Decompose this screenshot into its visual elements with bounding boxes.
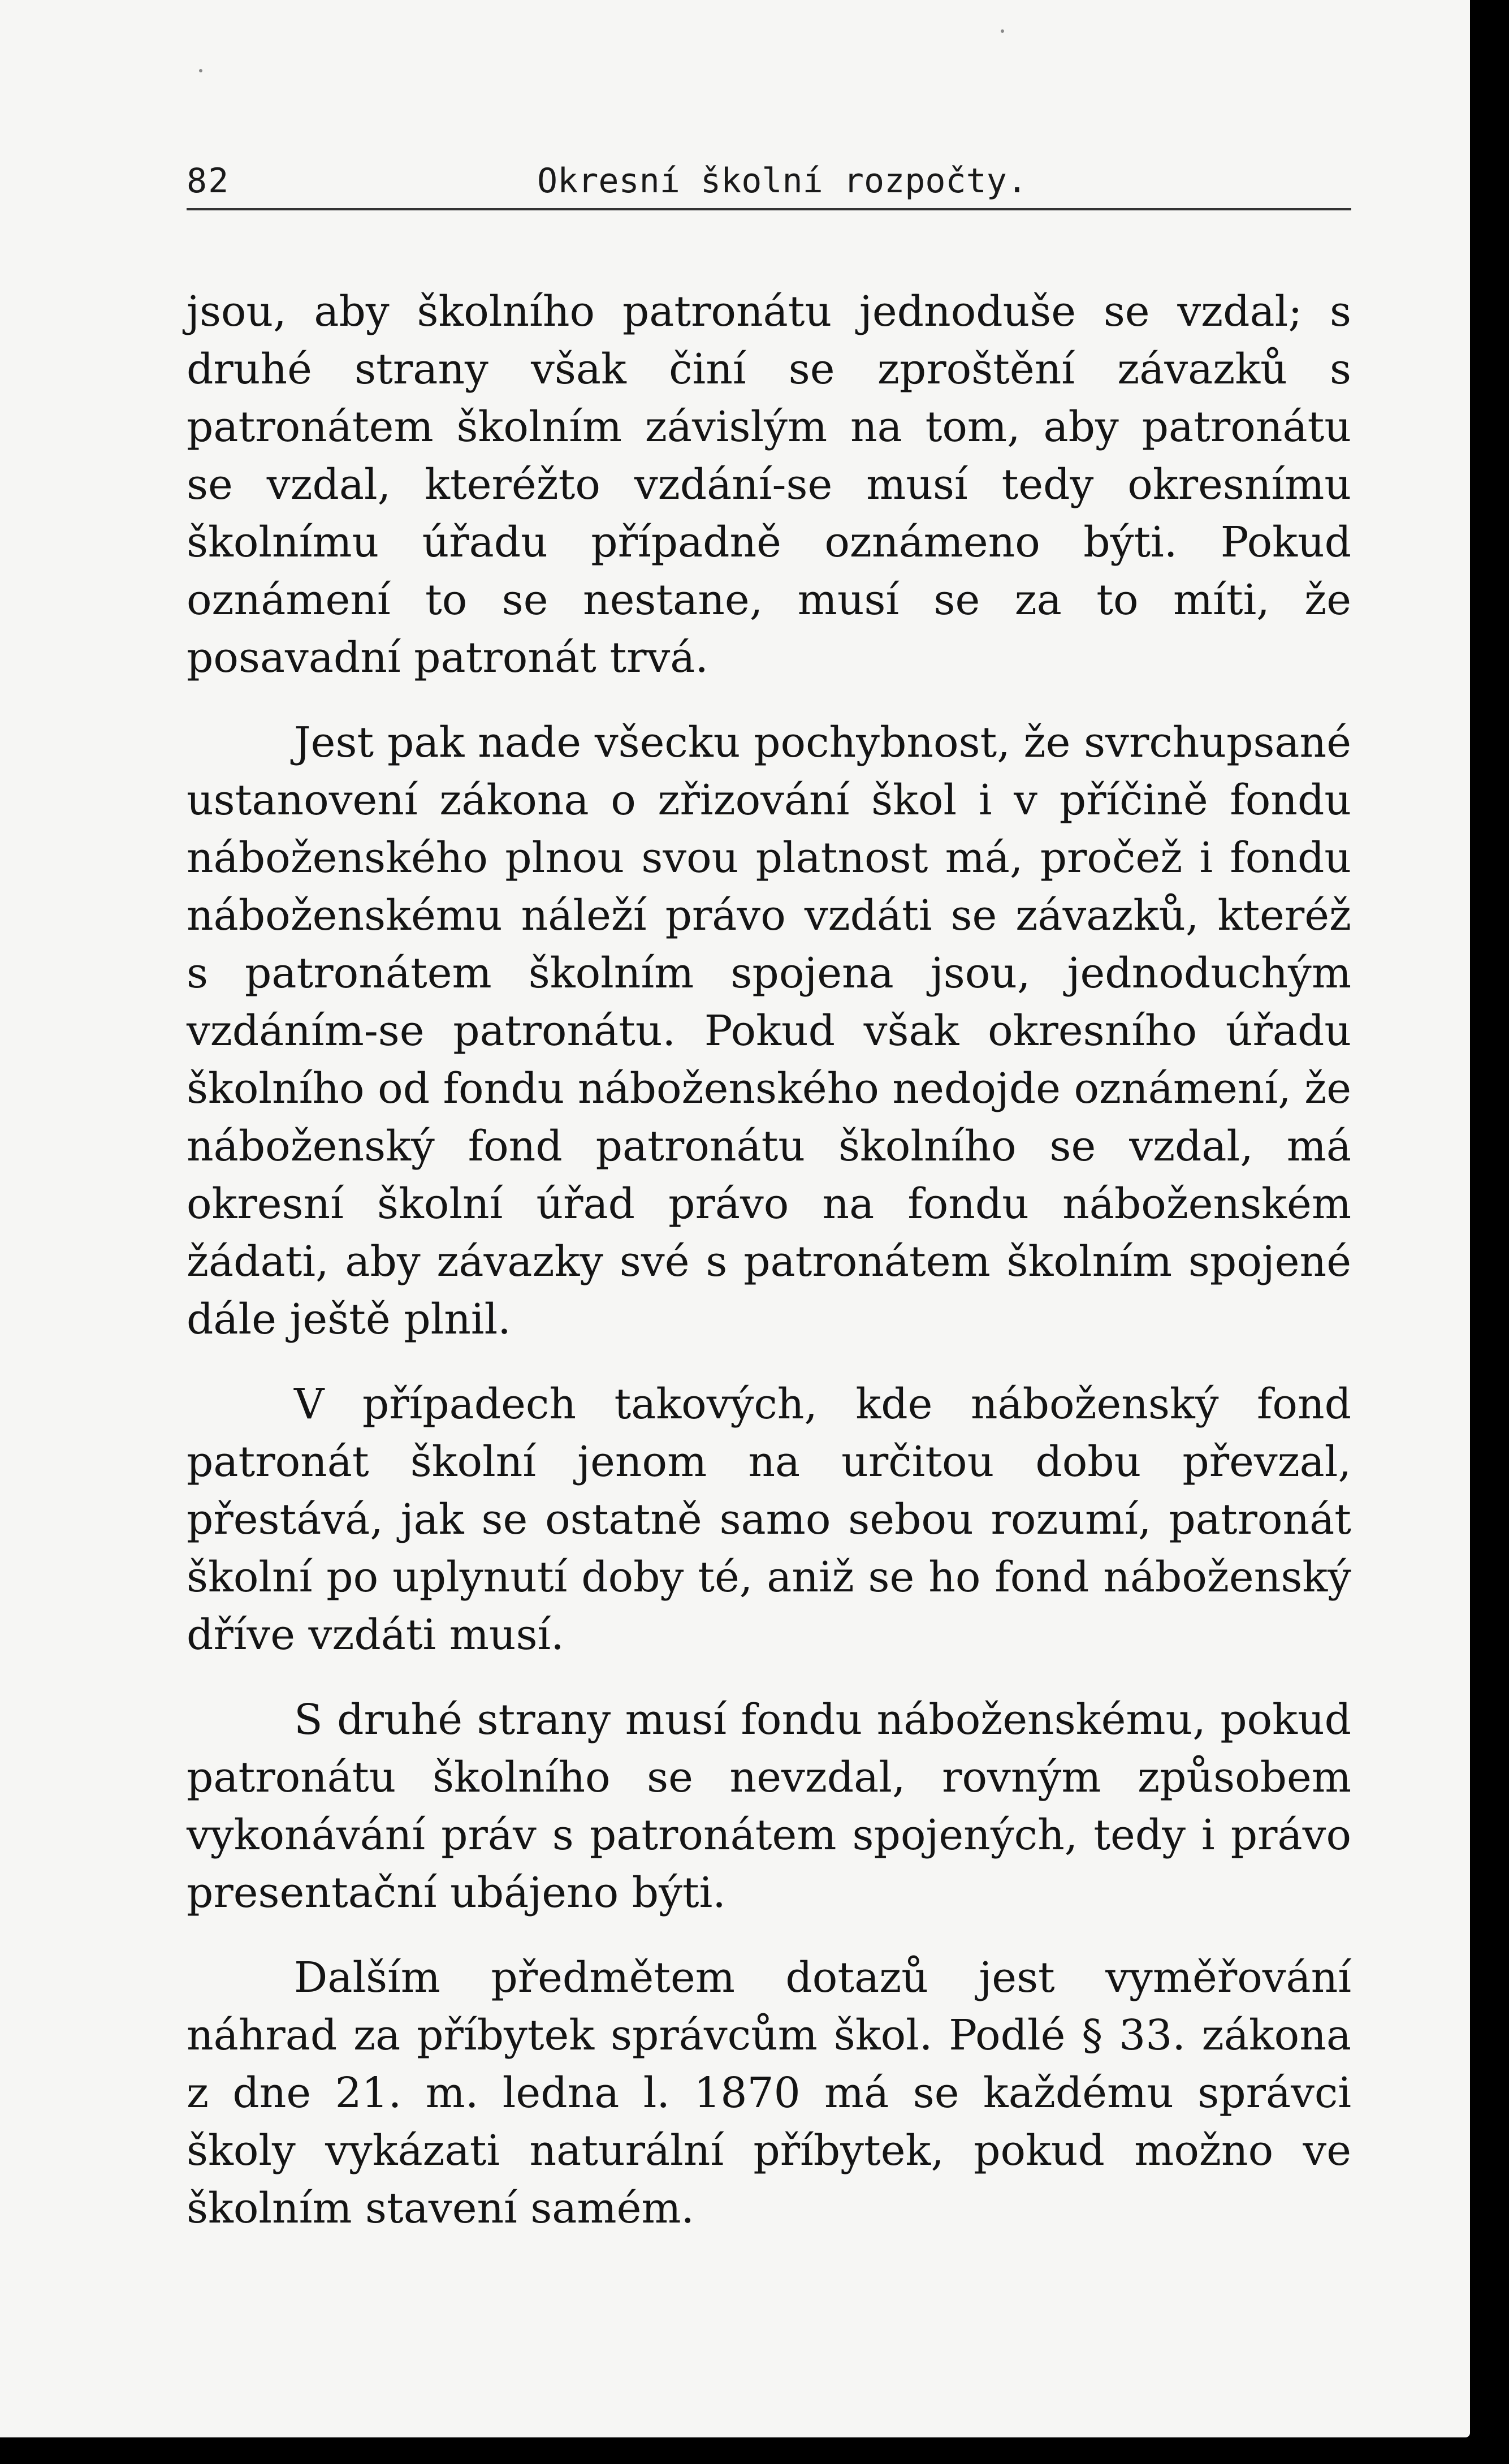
paper-speck <box>1001 29 1004 33</box>
running-title: Okresní školní rozpočty. <box>537 161 1027 201</box>
page-header <box>187 139 1346 201</box>
paragraph: V případech takových, kde náboženský fond patronát školní jenom na určitou dobu převzal, přestává, jak se ostatně samo sebou rozumí, patronát školní po uplynutí doby té, aniž se ho fond náboženský dříve vzdáti musí. <box>187 1380 1351 1659</box>
header-rule <box>187 208 1351 210</box>
paper-speck <box>199 69 202 72</box>
paragraph: Jest pak nade všecku pochybnost, že svrchupsané ustanovení zákona o zřizování škol i v příčině fondu náboženského plnou svou platnost má, pročež i fondu náboženskému náleží právo vzdáti se závazků, kteréž s patronátem školním spojena jsou, jednoduchým vzdáním-se patronátu. Pokud však okresního úřadu školního od fondu náboženského nedojde oznámení, že náboženský fond patronátu školního se vzdal, má okresní školní úřad právo na fondu náboženském žádati, aby závazky své s patronátem školním spojené dále ještě plnil. <box>187 718 1351 1344</box>
paragraph: S druhé strany musí fondu náboženskému, pokud patronátu školního se nevzdal, rovným způsobem vykonávání práv s patronátem spojených, tedy i právo presentační ubájeno býti. <box>187 1695 1351 1917</box>
scan-border <box>1470 0 1509 2464</box>
paragraph-continued: jsou, aby školního patronátu jednoduše se vzdal; s druhé strany však činí se zproštění závazků s patronátem školním závislým na tom, aby patronátu se vzdal, kteréžto vzdání-se musí tedy okresnímu školnímu úřadu případně oznámeno býti. Pokud oznámení to se nestane, musí se za to míti, že posavadní patronát trvá. <box>187 287 1351 682</box>
page-number: 82 <box>187 161 230 201</box>
paragraph: Dalším předmětem dotazů jest vyměřování náhrad za příbytek správcům škol. Podlé § 33. zákona z dne 21. m. ledna l. 1870 má se každému správci školy vykázati naturální příbytek, pokud možno ve školním stavení samém. <box>187 1953 1351 2233</box>
body-text <box>187 283 1351 2264</box>
